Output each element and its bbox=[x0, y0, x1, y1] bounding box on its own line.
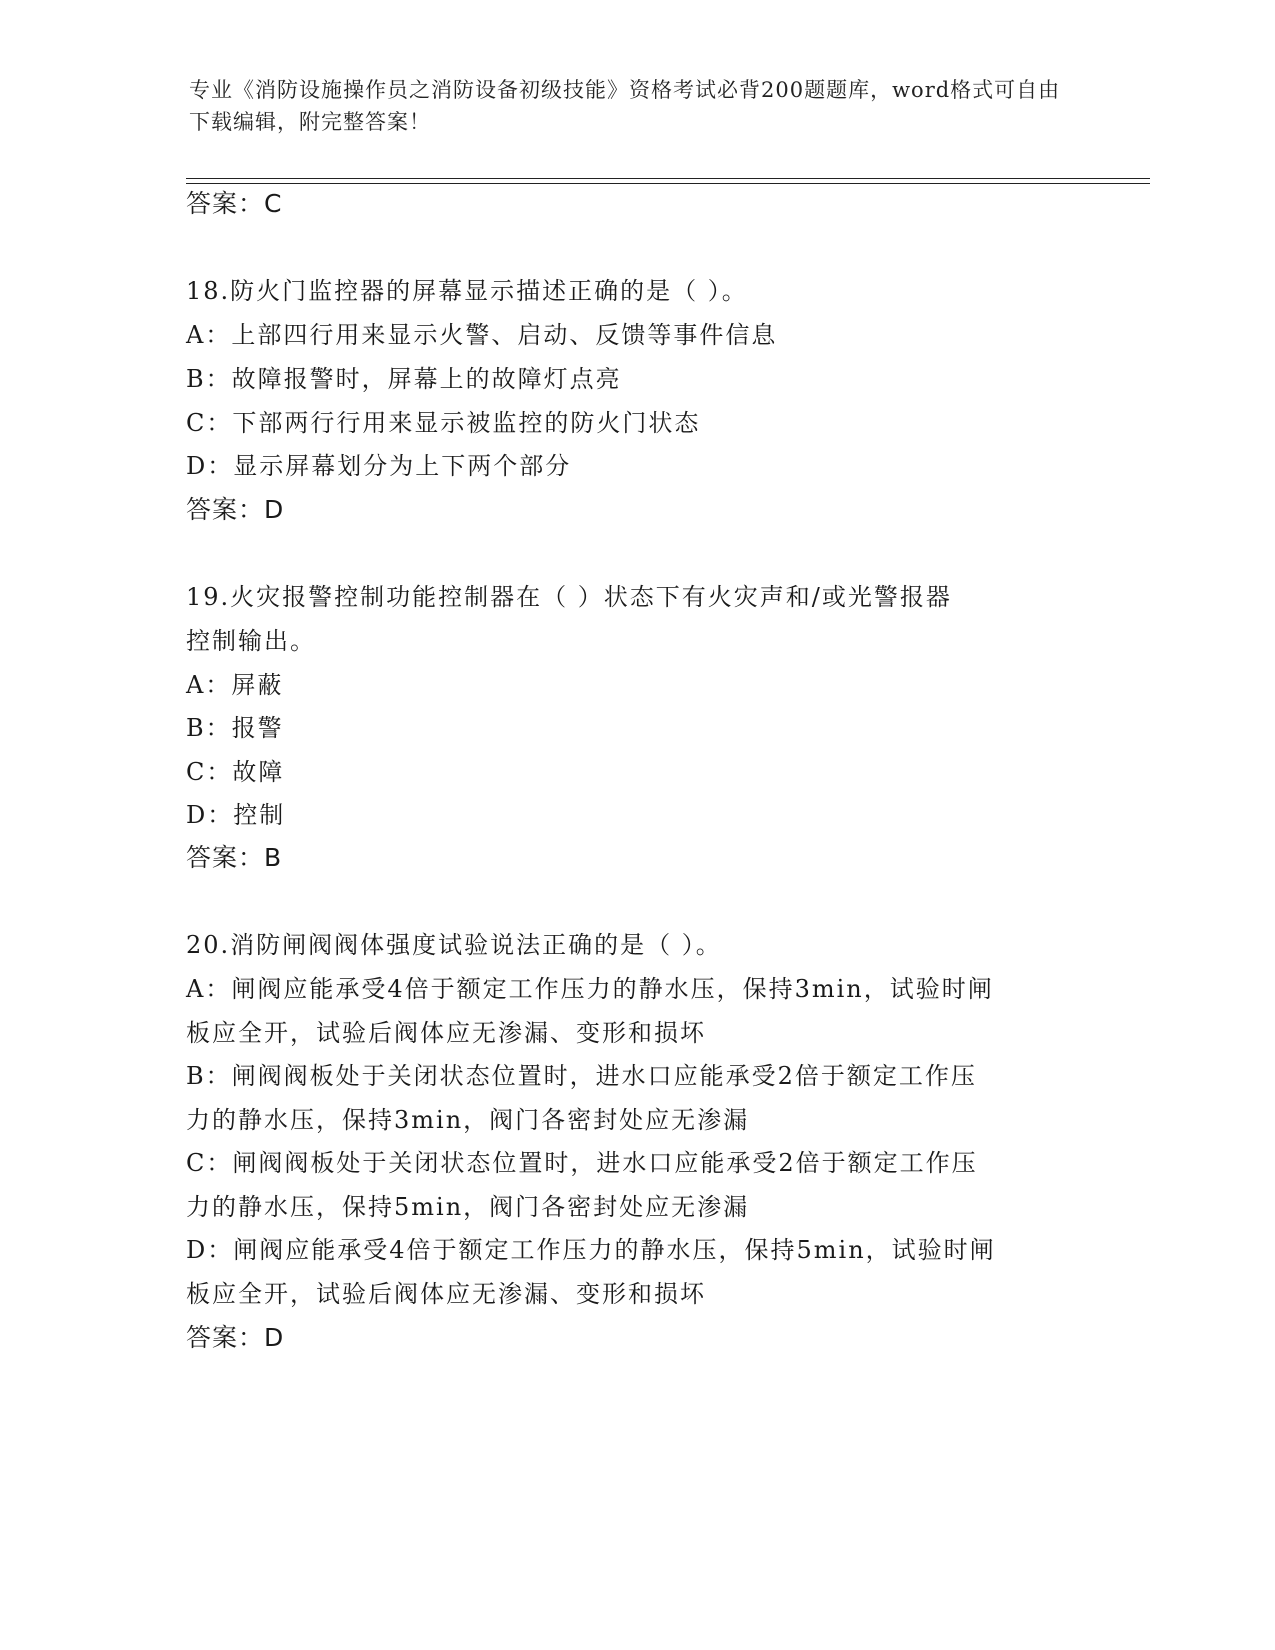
answer-17: 答案：C bbox=[186, 189, 283, 218]
question-20-answer: 答案：D bbox=[186, 1323, 285, 1352]
question-18-option-b: B：故障报警时，屏幕上的故障灯点亮 bbox=[186, 365, 622, 393]
question-20-option-b-line2: 力的静水压，保持3min，阀门各密封处应无渗漏 bbox=[186, 1106, 750, 1134]
header-divider-top bbox=[186, 178, 1150, 179]
question-20-text: 20.消防闸阀阀体强度试验说法正确的是（ ）。 bbox=[186, 931, 722, 959]
question-19-option-c: C：故障 bbox=[186, 758, 285, 786]
question-20-option-d-line1: D：闸阀应能承受4倍于额定工作压力的静水压，保持5min，试验时闸 bbox=[186, 1236, 996, 1264]
question-18-option-a: A：上部四行用来显示火警、启动、反馈等事件信息 bbox=[186, 321, 778, 349]
question-20-option-c-line1: C：闸阀阀板处于关闭状态位置时，进水口应能承受2倍于额定工作压 bbox=[186, 1149, 978, 1177]
question-19-option-d: D：控制 bbox=[186, 801, 286, 829]
header-divider-bottom bbox=[186, 183, 1150, 184]
question-20-option-a-line1: A：闸阀应能承受4倍于额定工作压力的静水压，保持3min，试验时闸 bbox=[186, 975, 994, 1003]
question-20-option-a-line2: 板应全开，试验后阀体应无渗漏、变形和损坏 bbox=[186, 1019, 706, 1047]
question-18-text: 18.防火门监控器的屏幕显示描述正确的是（ ）。 bbox=[186, 277, 748, 305]
document-header: 专业《消防设施操作员之消防设备初级技能》资格考试必背200题题库，word格式可自由下载编辑，附完整答案！ bbox=[189, 78, 1061, 134]
question-19-option-a: A：屏蔽 bbox=[186, 671, 284, 699]
question-19-text-line2: 控制输出。 bbox=[186, 627, 316, 655]
question-20-option-c-line2: 力的静水压，保持5min，阀门各密封处应无渗漏 bbox=[186, 1193, 750, 1221]
question-18-option-c: C：下部两行行用来显示被监控的防火门状态 bbox=[186, 409, 701, 437]
question-20-option-d-line2: 板应全开，试验后阀体应无渗漏、变形和损坏 bbox=[186, 1280, 706, 1308]
question-19-text-line1: 19.火灾报警控制功能控制器在（ ）状态下有火灾声和/或光警报器 bbox=[186, 583, 952, 611]
question-18-option-d: D：显示屏幕划分为上下两个部分 bbox=[186, 452, 572, 480]
question-20-option-b-line1: B：闸阀阀板处于关闭状态位置时，进水口应能承受2倍于额定工作压 bbox=[186, 1062, 977, 1090]
question-19-answer: 答案：B bbox=[186, 843, 283, 872]
question-18-answer: 答案：D bbox=[186, 495, 285, 524]
question-19-option-b: B：报警 bbox=[186, 714, 284, 742]
